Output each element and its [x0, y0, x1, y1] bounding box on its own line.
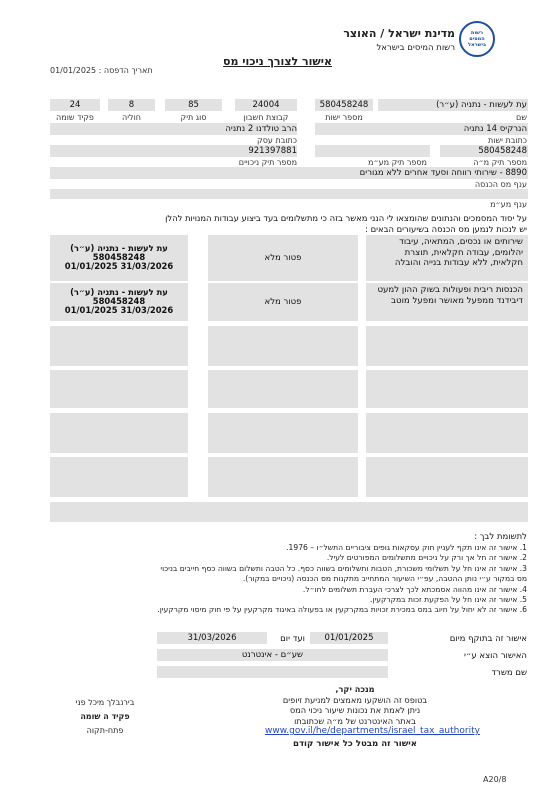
valid-from-label: אישור זה בתוקף מיום [449, 634, 527, 644]
note-3-cont: מס במקור ע״י נותן ההטבה, עפ״י השיעור המתחייב מתקנות מס הכנסה (ניכויים במקור). [242, 574, 527, 584]
income-tax-file-label: מספר תיק מ״ה [473, 158, 527, 167]
tax-authority-url[interactable]: www.gov.il/he/departments/israel_tax_authority [265, 726, 480, 736]
header-subtitle: רשות המיסים בישראל [376, 43, 455, 53]
table-empty-row-4-stamp [50, 370, 188, 408]
intro-line-2: יש לנכות לנמען מס הכנסה בשיעורים הבאים : [365, 224, 527, 234]
vat-file-label: מספר תיק מע״מ [368, 158, 427, 167]
note-2: 2. אישור זה חל אך ורק על ניכויים מתשלומים המפורטים לעיל. [326, 553, 527, 563]
table-empty-row-3-stamp [50, 326, 188, 366]
document-title: אישור לצורך ניכוי מס [223, 55, 332, 68]
valid-to-value: 31/03/2026 [187, 633, 237, 643]
office-label: שם משרד [491, 668, 527, 678]
table-row-1-rate: פטור מלא [264, 253, 302, 263]
table-empty-row-3-service [366, 326, 528, 366]
table-empty-row-5-service [366, 413, 528, 453]
entity-number-label: מספר ישות [325, 113, 363, 122]
income-tax-file-value: 580458248 [478, 146, 527, 156]
table-row-1-service: שירותים או נכסים, המתאיה, עיבוד יהלומים, עבודה חקלאית, תוצרת חקלאית, ללא עבודות בנייה והובלה [394, 237, 523, 268]
signer-title: פקיד ה שומה [80, 712, 130, 721]
footer-line-2: ניתן לאמת את נכונות שיעור ניכוי המס [289, 705, 421, 716]
income-branch-value: 8890 - שירותי רווחה וסעד אחרים ללא מגורים [359, 168, 527, 178]
issuer-value: שע״ם - אינטרנט [241, 650, 304, 660]
business-address-value: הרב טולדנו 2 נתניה [225, 124, 297, 134]
stamp-2-name: עת לעשות - נתניה (ע״ר) [70, 287, 168, 297]
logo-text-2: המסים [469, 36, 485, 42]
table-empty-row-6-rate [208, 457, 358, 497]
account-group-value: 24004 [252, 100, 280, 110]
signer-office: פתח-תקוה [86, 726, 124, 735]
account-group-label: קבוצת חשבון [243, 113, 289, 122]
stamp-1-dates: 31/03/2026 01/01/2025 [64, 261, 174, 271]
withholding-file-label: מספר תיק ניכויים [238, 158, 297, 167]
entity-address-value: הנרקיס 14 נתניה [463, 124, 527, 134]
valid-from-value: 01/01/2025 [324, 633, 374, 643]
assessing-officer-label: פקיד שומה [56, 113, 94, 122]
stamp-1-name: עת לעשות - נתניה (ע״ר) [70, 243, 168, 253]
table-bottom-bar [50, 502, 528, 522]
income-branch-label: ענף מס הכנסה [474, 180, 527, 189]
issuer-label: האישור הוצא ע״י [464, 651, 527, 661]
table-empty-row-5-rate [208, 413, 358, 453]
unit-label: חוליה [122, 113, 141, 122]
cell-vat-file [315, 145, 430, 157]
footer-line-3: באתר האינטרנט של מ״ה שכתובתו [294, 715, 416, 726]
valid-to-label: ועד יום [280, 634, 305, 644]
stamp-2-dates: 31/03/2026 01/01/2025 [64, 305, 174, 315]
note-5: 5. אישור זה אינו חל על הפקעת זכות במקרקעין. [370, 595, 527, 605]
note-6: 6. אישור זה לא יחול על חיוב במס במכירת זכויות במקרקעין או בפעולה באיגוד מקרקעין על פי חוק מיסוי מקרקעין. [157, 605, 527, 615]
footer-greeting: מנכה יקר, [335, 684, 375, 694]
footer-notice [250, 684, 460, 726]
business-address-label: כתובת עסק [257, 136, 297, 145]
table-row-2-service: הכנסות ריבית ופעולות בשוק ההון למעט דיבידנד ממפעל מאושר ומפעל מוטב [377, 285, 523, 306]
vat-branch-label: ענף מע״מ [490, 200, 527, 209]
assessing-officer-value: 24 [69, 100, 81, 110]
table-empty-row-6-service [366, 457, 528, 497]
print-date: תאריך הדפסה : 01/01/2025 [50, 66, 153, 75]
table-empty-row-4-service [366, 370, 528, 408]
form-code: A20/8 [483, 775, 507, 784]
note-1: 1. אישור זה אינו תקף לעניין חוק עסקאות גופים ציבוריים התשל״ו – 1976. [286, 543, 527, 552]
entity-number-value: 580458248 [319, 100, 369, 110]
tax-authority-logo [459, 21, 495, 57]
table-row-2-stamp [50, 288, 188, 315]
file-type-label: סוג תיק [180, 113, 207, 122]
intro-line-1: על יסוד המסמכים והנתונים שהומצאו לי הנני מאשר בזה כי מתשלומים בעד ביצוע עבודות המנויות להלן [165, 213, 527, 223]
cell-office [157, 666, 388, 678]
note-4: 4. אישור זה אינו מהווה אסמכתא לכך לצרכי העברת תשלומים לחו״ל. [302, 584, 527, 594]
withholding-file-value: 921397881 [248, 146, 297, 156]
logo-text-1: רשות [471, 30, 483, 36]
note-3: 3. אישור זה אינו חל על תשלומי משכורת, הטבות ותשלומים בשווה כסף. כל הטבה ותשלום בשווה כסף חייבים בניכוי [160, 563, 527, 573]
header-title: מדינת ישראל / האוצר [343, 27, 455, 40]
unit-value: 8 [128, 100, 135, 110]
table-row-2-rate: פטור מלא [264, 297, 302, 307]
table-row-1-stamp [50, 244, 188, 271]
signer-name: בירנבלך מיכל פני [75, 698, 135, 707]
table-empty-row-4-rate [208, 370, 358, 408]
footer-bold-line: אישור זה מבטל כל אישור קודם [292, 739, 418, 749]
name-label: שם [516, 113, 527, 122]
file-type-value: 85 [188, 100, 199, 110]
logo-text-3: בישראל [468, 42, 486, 48]
stamp-2-number: 580458248 [92, 296, 146, 306]
table-empty-row-6-stamp [50, 457, 188, 497]
notes-list [47, 543, 527, 616]
entity-name-value: עת לעשות - נתניה (ע״ר) [436, 100, 527, 110]
table-empty-row-3-rate [208, 326, 358, 366]
notes-title: לתשומת לבך : [474, 532, 527, 542]
signature-block [55, 696, 155, 738]
footer-line-1: בטופס זה הושקעו מאמצים למניעת זיופים [282, 694, 428, 705]
entity-address-label: כתובת ישות [488, 136, 527, 145]
stamp-1-number: 580458248 [92, 252, 146, 262]
cell-vat-branch [50, 189, 528, 199]
table-empty-row-5-stamp [50, 413, 188, 453]
